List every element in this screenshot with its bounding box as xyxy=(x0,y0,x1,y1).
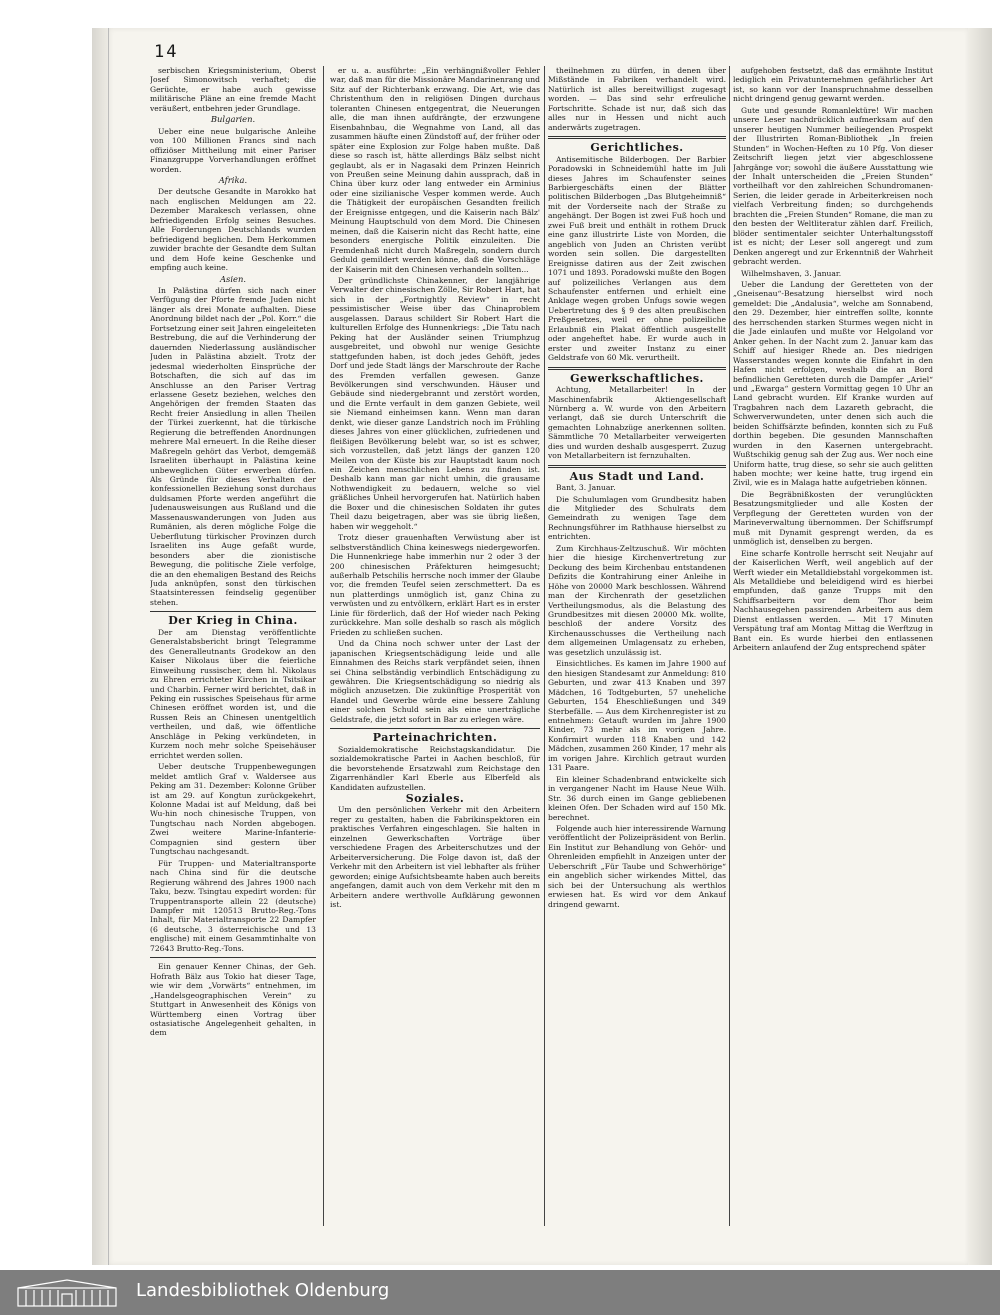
article-paragraph: theilnehmen zu dürfen, in denen über Mißstände in Fabriken verhandelt wird. Natürlich ist alles bereitwilligst zugesagt worden. — Das sind sehr erfreuliche Fortschritte. Schade ist nur, daß sich das alles nur in Hessen und nicht auch anderwärts zugetragen. xyxy=(548,66,726,132)
column-divider xyxy=(729,66,730,1226)
article-paragraph: Ueber eine neue bulgarische Anleihe von 100 Millionen Francs sind nach offiziöser Mittheilung mit einer Pariser Finanzgruppe Vorverhandlungen eröffnet worden. xyxy=(150,126,316,174)
article-paragraph: Ein genauer Kenner Chinas, der Geh. Hofrath Bälz aus Tokio hat dieser Tage, wie wir dem „Vorwärts“ entnehmen, im „Handelsgeographischen Verein“ zu Stuttgart in Anwesenheit des Königs von Württemberg einen Vortrag über ostasiatische Angelegenheit gehalten, in dem xyxy=(150,962,316,1038)
article-paragraph: Um den persönlichen Verkehr mit den Arbeitern reger zu gestalten, haben die Fabrikinspektoren ein praktisches Verfahren eingeschlagen. Sie halten in einzelnen Gewerkschaften Vorträge über verschiedene Fragen des Arbeiterschutzes und der Arbeiterversicherung. Die Folge davon ist, daß der Verkehr mit den Arbeitern ist viel lebhafter als früher geworden; einige Aufsichtsbeamte haben auch bereits angefangen, damit auch von dem Verkehr mit den m Arbeitern andere werthvolle Aufklärung gewonnen ist. xyxy=(330,805,540,909)
article-paragraph: Der deutsche Gesandte in Marokko hat nach englischen Meldungen am 22. Dezember Marakesch verlassen, ohne befriedigenden Erfolg seines Besuches. Alle Forderungen Deutschlands wurden befriedigend beglichen. Dem Herkommen zuwider brachte der Gesandte dem Sultan und dem Hofe keine Geschenke und empfing auch keine. xyxy=(150,187,316,273)
column-divider xyxy=(323,66,324,1226)
article-paragraph: Einsichtliches. Es kamen im Jahre 1900 auf den hiesigen Standesamt zur Anmeldung: 810 Geburten, und zwar 413 Knaben und 397 Mädchen, 16 Todtgeburten, 57 uneheliche Geburten, 154 Eheschließungen und 349 Sterbefälle. — Aus dem Kirchenregister ist zu entnehmen: Getauft wurden im Jahre 1900 Kinder, 73 mehr als im vorigen Jahre. Konfirmirt wurden 118 Knaben und 142 Mädchen, zusammen 260 Kinder, 17 mehr als im vorigen Jahre. Kirchlich getraut wurden 131 Paare. xyxy=(548,659,726,773)
article-paragraph: Der am Dienstag veröffentlichte Generalstabsbericht bringt Telegramme des Generalleutnants Grodekow an den Kaiser Nikolaus über die feierliche Einweihung russischer, dem hl. Nikolaus zu Ehren errichteter Kirchen in Tsitsikar und Charbin. Ferner wird berichtet, daß in Peking ein russisches Speisehaus für arme Chinesen eröffnet worden ist, und die Russen Reis an Chinesen unentgeltlich vertheilen, und daß, wie öffentliche Anschläge in Peking verkündeten, in Kurzem noch mehr solche Speisehäuser errichtet werden sollen. xyxy=(150,627,316,760)
section-rule xyxy=(548,367,726,370)
article-paragraph: Ueber deutsche Truppenbewegungen meldet amtlich Graf v. Waldersee aus Peking am 31. Dezember: Kolonne Grüber ist am 29. auf Kongtun zurückgekehrt, Kolonne Madai ist auf Meldung, daß bei Wu-hin noch chinesische Truppen, von Tungtschau nach Norden abgebogen. Zwei weitere Marine-Infanterie-Compagnien sind gestern über Tungtschau nachgesandt. xyxy=(150,762,316,857)
article-paragraph: Für Truppen- und Materialtransporte nach China sind für die deutsche Regierung während des Jahres 1900 nach Taku, bezw. Tsingtau expedirt worden: für Truppentransporte allein 22 (deutsche) Dampfer mit 120513 Brutto-Reg.-Tons Inhalt, für Materialtransporte 22 Dampfer (6 deutsche, 3 österreichische und 13 englische) mit einem Gesammtinhalte von 72643 Brutto-Reg.-Tons. xyxy=(150,858,316,953)
section-heading: Parteinachrichten. xyxy=(372,731,498,745)
section-rule xyxy=(150,611,316,612)
article-paragraph: Ueber die Landung der Geretteten von der „Gneisenau“-Besatzung hierselbst wird noch gemeldet: Die „Andalusia“, welche am Sonnabend, den 29. Dezember, hier eintreffen sollte, konnte des herrschenden starken Sturmes wegen nicht in die Jade einlaufen und mußte vor Helgoland vor Anker gehen. In der Nacht zum 2. Januar kam das Schiff auf hiesiger Rhede an. Des niedrigen Wasserstandes wegen konnte die Einfahrt in den Hafen nicht erfolgen, weshalb die an Bord befindlichen Geretteten durch die Dampfer „Ariel“ und „Ewarga“ gestern Vormittag gegen 10 Uhr an Land gebracht wurden. Elf Kranke wurden auf Tragbahren nach dem Lazareth gebracht, die Schwerverwundeten, unter denen sich auch die beiden Schiffsärzte befinden, konnten sich zu Fuß dorthin begeben. Die gesunden Mannschaften wurden in den Kasernen untergebracht. Wußtschikig genug sah der Zug aus. Wer noch eine Uniform hatte, trug diese, so sehr sie auch gelitten haben mochte; wer keine hatte, trug irgend ein Zivil, wie es in Malaga hatte aufgetrieben können. xyxy=(733,279,933,488)
article-paragraph: Folgende auch hier interessirende Warnung veröffentlicht der Polizeipräsident von Berlin. Ein Institut zur Behandlung von Gehör- und Ohrenleiden empfiehlt in Anzeigen unter der Ueberschrift „Für Taube und Schwerhörige“ ein angeblich sicher wirkendes Mittel, das sich bei der Untersuchung als werthlos erwiesen hat. Es wird vor dem Ankauf dringend gewarnt. xyxy=(548,823,726,909)
article-paragraph: Der gründlichste Chinakenner, der langjährige Verwalter der chinesischen Zölle, Sir Robert Hart, hat sich in der „Fortnightly Review“ in recht pessimistischer Weise über das Chinaproblem ausgelassen. Daraus schildert Sir Robert Hart die kulturellen Erfolge des Hunnenkriegs: „Die Tatu nach Peking hat der Ausländer seinen Triumphzug ausgebreitet, und obwohl nur wenige Gesichte stattgefunden haben, ist doch jedes Gehöft, jedes Dorf und jede Stadt längs der Marschroute der Rache des Fremden verfallen gewesen. Ganze Bevölkerungen sind verschwunden. Häuser und Gebäude sind niedergebrannt und zerstört worden, und die Ernte verfault in dem ganzen Gebiete, weil sie Niemand einheimsen kann. Wenn man daran denkt, wie dieser ganze Landstrich noch im Frühling dieses Jahres von einer glücklichen, zufriedenen und fleißigen Bevölkerung belebt war, so ist es schwer, sich vorzustellen, daß jetzt längs der ganzen 120 Meilen von der Küste bis zur Hauptstadt kaum noch ein Zeichen menschlichen Lebens zu finden ist. Deshalb kann man gar nicht umhin, die grausame Nothwendigkeit zu bedauern, welche so viel gräßliches Unheil hervorgerufen hat. Natürlich haben die Boxer und die chinesischen Soldaten ihr gutes Theil dazu beigetragen, aber was sie übrig ließen, haben wir weggeholt.“ xyxy=(330,275,540,531)
article-paragraph: Sozialdemokratische Reichstagskandidatur. Die sozialdemokratische Partei in Aachen beschloß, für die bevorstehende Ersatzwahl zum Reichstage den Zigarrenhändler Karl Eberle aus Elberfeld als Kandidaten aufzustellen. xyxy=(330,744,540,792)
section-heading: Gewerkschaftliches. xyxy=(570,371,704,385)
section-heading: Gerichtliches. xyxy=(590,141,684,155)
article-paragraph: In Palästina dürfen sich nach einer Verfügung der Pforte fremde Juden nicht länger als drei Monate aufhalten. Diese Anordnung bildet nach der „Pol. Korr.“ die Fortsetzung einer seit Jahren eingeleiteten Bestrebung, die auf die Verhinderung der dauernden Niederlassung ausländischer Juden in Palästina abzielt. Trotz der jedesmal wiederholten Einsprüche der Botschaften, die sich auf das im Anschlusse an den Pariser Vertrag erlassene Gesetz beziehen, welches den Angehörigen der fremden Staaten das Recht freier Ansiedlung in allen Theilen der Türkei zuerkennt, hat die türkische Regierung die betreffenden Anordnungen mehrere Mal erneuert. In die Reihe dieser Maßregeln gehört das Verbot, demgemäß Israeliten überhaupt in Palästina keine unbeweglichen Güter erwerben dürfen. Als Gründe für dieses Verhalten der konfessionellen Beziehung sonst durchaus duldsamen Pforte werden angeführt die Judenausweisungen aus Rußland und die Massenauswanderungen von Juden aus Rumänien, als deren mögliche Folge die Ueberflutung türkischer Provinzen durch Israeliten ins Auge gefaßt wurde, besonders aber die zionistische Bewegung, die politische Ziele verfolge, die an den ehemaligen Bestand des Reichs Juda anknüpfen, sonst den türkischen Staatsinteressen feindselig gegenüber stehen. xyxy=(150,285,316,607)
article-paragraph: serbischen Kriegsministerium, Oberst Josef Simonowitsch verhaftet; die Gerüchte, er habe auch gewisse militärische Pläne an eine fremde Macht veräußert, entbehren jeder Grundlage. xyxy=(150,66,316,113)
column-3 xyxy=(548,66,726,1226)
section-heading: Bulgarien. xyxy=(210,114,256,125)
library-name: Landesbibliothek Oldenburg xyxy=(136,1280,390,1301)
section-heading: Asien. xyxy=(219,273,247,284)
section-rule xyxy=(150,957,316,958)
article-paragraph: Eine scharfe Kontrolle herrscht seit Neujahr auf der Kaiserlichen Werft, weil angeblich auf der Werft wieder ein Metalldiebstahl vorgekommen ist. Als Metalldiebe und beleidigend wird es hierbei empfunden, daß ganze Trupps mit den Schiffsarbeitern vor dem Thor beim Nachhausegehen passirenden Arbeitern aus dem Dienst entlassen werden. — Mit 17 Minuten Verspätung traf am Montag Mittag die Werftzug in Bant ein. Es wurde hierbei den entlassenen Arbeitern anlaufend der Zug entsprechend später xyxy=(733,548,933,653)
library-building-icon xyxy=(16,1278,118,1308)
article-paragraph: Ein kleiner Schadenbrand entwickelte sich in vergangener Nacht im Hause Neue Wilh. Str. 36 durch einen im Gange gebliebenen kleinen Ofen. Der Schaden wird auf 150 Mk. berechnet. xyxy=(548,774,726,822)
article-paragraph: Die Begräbnißkosten der verunglückten Besatzungsmitglieder und alle Kosten der Verpflegung der Geretteten wurden von der Marineverwaltung übernommen. Der Schiffsrumpf muß mit Dynamit gesprengt werden, da es unmöglich ist, denselben zu bergen. xyxy=(733,489,933,547)
article-paragraph: Wilhelmshaven, 3. Januar. xyxy=(741,268,842,278)
section-heading: Aus Stadt und Land. xyxy=(569,469,705,483)
page-edge xyxy=(968,28,992,1265)
article-paragraph: Die Schulumlagen vom Grundbesitz haben die Mitglieder des Schulrats dem Gemeindrath zu wenigen Tage dem Rechnungsführer im Rathhause hierselbst zu entrichten. xyxy=(548,494,726,542)
section-rule xyxy=(548,136,726,139)
article-paragraph: Bant, 3. Januar. xyxy=(556,483,616,493)
column-4 xyxy=(733,66,933,1226)
article-paragraph: Zum Kirchhaus-Zeltzuschuß. Wir möchten hier die hiesige Kirchenvertretung zur Deckung des beim Kirchenbau entstandenen Defizits die Kontrahirung einer Anleihe in Höhe von 20000 Mark beschlossen. Während man der Kirchenrath der gesetzlichen Vertheilungsmodus, als die Belastung des Grundbesitzes mit diesen 20000 Mk. wollte, beschloß der andere Vorsitz des Kirchenausschusses die Vertheilung nach dem allgemeinen Umlagensatz zu erheben, was gesetzlich unzulässig ist. xyxy=(548,543,726,657)
article-paragraph: Trotz dieser grauenhaften Verwüstung aber ist selbstverständlich China keineswegs niedergeworfen. Die Hunnenkriege habe immerhin nur 2 oder 3 der 200 chinesischen Präfekturen heimgesucht; außerhalb Petschilis herrsche noch immer der Glaube vor, die fremden Teufel seien zerschmettert. Da es nun platterdings unmöglich ist, ganz China zu verwüsten und zu entvölkern, erklärt Hart es in erster Linie für förderlich, daß der Hof wieder nach Peking zurückkehre. Man solle deshalb so rasch als möglich Frieden zu schließen suchen. xyxy=(330,533,540,637)
article-paragraph: Antisemitische Bilderbogen. Der Barbier Poradowski in Schneidemühl hatte im Juli dieses Jahres im Schaufenster seines Barbiergeschäfts einen der Blätter politischen Bilderbogen „Das Blutgeheimniß“ mit der Vorderseite nach der Straße zu angehängt. Der Bogen ist zwei Fuß hoch und zwei Fuß breit und enthält in rothem Druck eine ganz illustrirte Liste von Morden, die angeblich von Juden an Christen verübt worden sein sollen. Die dargestellten Ereignisse datiren aus der Zeit zwischen 1071 und 1893. Poradowski mußte den Bogen auf polizeiliches Verlangen aus dem Schaufenster entfernen und erhielt eine Anklage wegen groben Unfugs sowie wegen Uebertretung des § 9 des alten preußischen Preßgesetzes, weil er ohne polizeiliche Erlaubniß ein Plakat öffentlich ausgestellt oder angeheftet habe. Er wurde auch in erster und zweiter Instanz zu einer Geldstrafe von 60 Mk. verurtheilt. xyxy=(548,154,726,363)
article-paragraph: er u. a. ausführte: „Ein verhängnißvoller Fehler war, daß man für die Missionäre Mandarinenrang und Sitz auf der Richterbank erzwang. Die Art, wie das Christenthum den in religiösen Dingen durchaus toleranten Chinesen entgegentrat, die Neuerungen alle, die man ihnen aufdrängte, der erzwungene Eisenbahnbau, die Wegnahme von Land, all das zusammen häufte einen Zündstoff auf, der früher oder später eine Explosion zur Folge haben mußte. Daß diese so rasch ist, hätte allerdings Bälz selbst nicht geglaubt, als er in Nagasaki dem Prinzen Heinrich von Preußen seine Meinung dahin aussprach, daß in China über kurz oder lang entweder ein Arminius oder eine sizilianische Vesper kommen werde. Auch die Thätigkeit der europäischen Gesandten freilich der Ereignisse entgegen, und die Kaiserin nach Bälz' Meinung Hauptschuld von dem Mord. Die Chinesen meinen, daß die Kaiserin nicht das Recht hatte, eine besonders energische Politik einzuleiten. Die Fremdenhaß nicht durch Maßregeln, sondern durch Geduld gemildert werden könne, daß die Vorschläge der Kaiserin mit den Chinesen verhandeln sollten... xyxy=(330,66,540,274)
column-2 xyxy=(330,66,540,1226)
article-paragraph: Achtung, Metallarbeiter! In der Maschinenfabrik Aktiengesellschaft Nürnberg a. W. wurde von den Arbeitern verlangt, daß sie durch Unterschrift die gemachten Lohnabzüge anerkennen sollten. Sämmtliche 70 Metallarbeiter verweigerten dies und wurden deshalb ausgesperrt. Zuzug von Metallarbeitern ist fernzuhalten. xyxy=(548,385,726,461)
section-heading: Der Krieg in China. xyxy=(168,614,298,628)
column-divider xyxy=(544,66,545,1226)
column-1 xyxy=(150,66,316,1216)
page-number: 14 xyxy=(154,42,179,62)
footer-bar xyxy=(0,1270,1000,1315)
article-paragraph: Und da China noch schwer unter der Last der japanischen Kriegsentschädigung leide und alle Einnahmen des Reichs stark verpfändet seien, ihnen sei China selbständig verbindlich Entschädigung zu gewähren. Die Kriegsentschädigung so niedrig als möglich anzusetzen. Die zukünftige Prosperität von Handel und Gewerbe würde eine bessere Zahlung einer solchen Schuld sein als eine unerträgliche Geldstrafe, die jetzt sofort in Bar zu erlegen wäre. xyxy=(330,639,540,724)
section-heading: Afrika. xyxy=(218,174,248,185)
section-heading: Soziales. xyxy=(405,791,465,805)
article-paragraph: aufgehoben festsetzt, daß das ermähnte Institut lediglich ein Privatunternehmen gefährlicher Art ist, so kann vor der Inanspruchnahme desselben nicht dringend genug gewarnt werden. xyxy=(733,66,933,104)
section-rule xyxy=(330,728,540,729)
article-paragraph: Gute und gesunde Romanlektüre! Wir machen unsere Leser nachdrücklich aufmerksam auf den unserer heutigen Nummer beiliegenden Prospekt der Illustrirten Roman-Bibliothek „In freien Stunden“ in Wochen-Heften zu 10 Pfg. Von dieser Zeitschrift liegen jetzt vier abgeschlossene Jahrgänge vor; sowohl die äußere Ausstattung wie der Inhalt unterscheiden die „Freien Stunden“ vortheilhaft vor den zahlreichen Schundromanen-Serien, die leider gerade in Arbeiterkreisen noch vielfach Verbreitung finden; so durchgehends brachten die „Freien Stunden“ Romane, die man zu den besten der Weltliteratur zählen darf. Freilich, blöder sentimentaler seichter Unterhaltungsstoff ist es nicht; der Leser soll angeregt und zum Denken angeregt und zur Erkenntniß der Wahrheit gebracht werden. xyxy=(733,105,933,267)
section-rule xyxy=(548,465,726,468)
